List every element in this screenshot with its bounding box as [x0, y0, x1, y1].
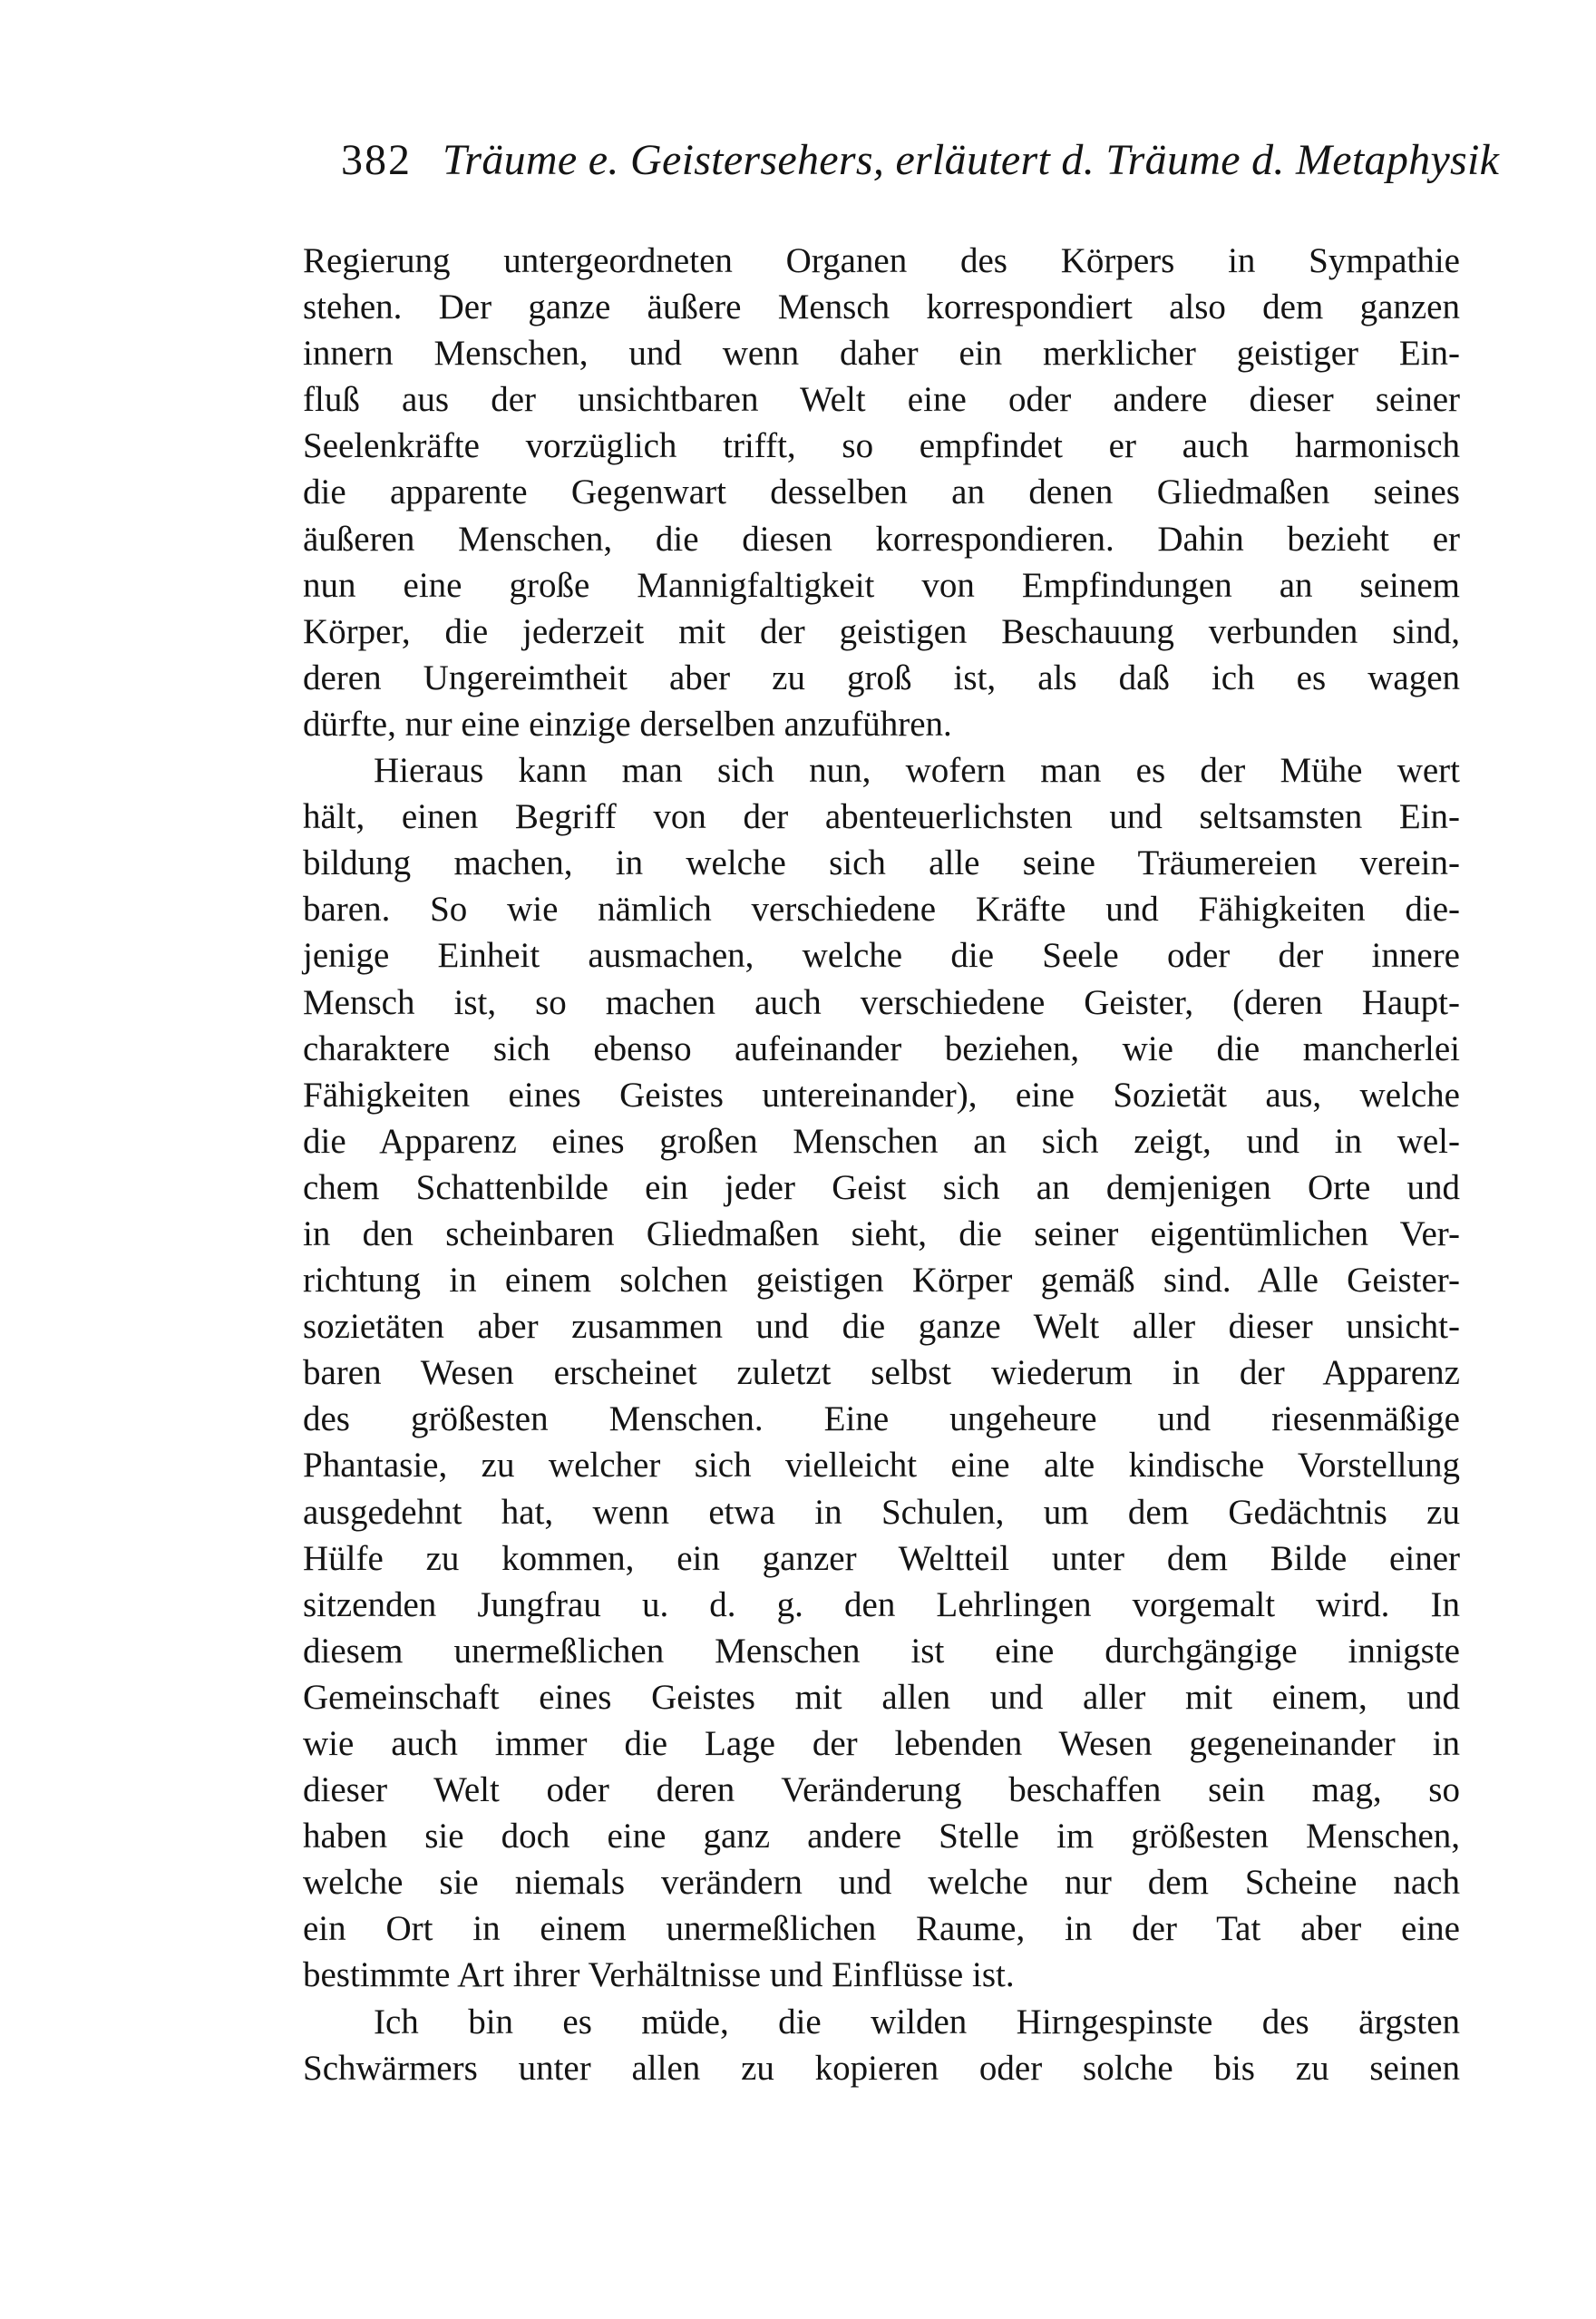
text-line: die apparente Gegenwart desselben an denen Gliedmaßen seines	[303, 473, 1460, 512]
text-line: sozietäten aber zusammen und die ganze Welt aller dieser unsicht-	[303, 1307, 1460, 1347]
text-line: charaktere sich ebenso aufeinander beziehen, wie die mancherlei	[303, 1028, 1460, 1068]
text-line: hält, einen Begriff von der abenteuerlichsten und seltsamsten Ein-	[303, 797, 1460, 837]
text-line: diesem unermeßlichen Menschen ist eine durchgängige innigste	[303, 1631, 1460, 1671]
text-line: bestimmte Art ihrer Verhältnisse und Einflüsse ist.	[303, 1955, 1015, 1995]
text-line: haben sie doch eine ganz andere Stelle im größesten Menschen,	[303, 1817, 1460, 1856]
paragraph	[303, 1999, 1460, 2091]
text-line: Ich bin es müde, die wilden Hirngespinste des ärgsten	[374, 2002, 1460, 2041]
text-line: Fähigkeiten eines Geistes untereinander), eine Sozietät aus, welche	[303, 1075, 1460, 1115]
text-line: Phantasie, zu welcher sich vielleicht eine alte kindische Vorstellung	[303, 1446, 1460, 1486]
text-line: nun eine große Mannigfaltigkeit von Empfindungen an seinem	[303, 565, 1460, 605]
text-line: deren Ungereimtheit aber zu groß ist, als daß ich es wagen	[303, 658, 1460, 697]
text-line: Hülfe zu kommen, ein ganzer Weltteil unter dem Bilde einer	[303, 1538, 1460, 1578]
paragraph	[303, 747, 1460, 1999]
text-line: wie auch immer die Lage der lebenden Wesen gegeneinander in	[303, 1724, 1460, 1763]
text-line: Hieraus kann man sich nun, wofern man es der Mühe wert	[374, 751, 1460, 791]
running-header	[341, 129, 1500, 192]
text-line: stehen. Der ganze äußere Mensch korrespondiert also dem ganzen	[303, 287, 1460, 327]
text-line: baren Wesen erscheinet zuletzt selbst wiederum in der Apparenz	[303, 1353, 1460, 1393]
text-line: die Apparenz eines großen Menschen an sich zeigt, und in wel-	[303, 1121, 1460, 1161]
text-line: sitzenden Jungfrau u. d. g. den Lehrlingen vorgemalt wird. In	[303, 1584, 1460, 1624]
text-line: ausgedehnt hat, wenn etwa in Schulen, um dem Gedächtnis zu	[303, 1492, 1460, 1532]
text-line: baren. So wie nämlich verschiedene Kräfte und Fähigkeiten die-	[303, 890, 1460, 930]
text-line: chem Schattenbilde ein jeder Geist sich an demjenigen Orte und	[303, 1167, 1460, 1207]
page-number: 382	[341, 136, 412, 184]
text-line: innern Menschen, und wenn daher ein merklicher geistiger Ein-	[303, 334, 1460, 374]
text-line: in den scheinbaren Gliedmaßen sieht, die seiner eigentümlichen Ver-	[303, 1213, 1460, 1253]
text-line: des größesten Menschen. Eine ungeheure und riesenmäßige	[303, 1399, 1460, 1439]
text-line: jenige Einheit ausmachen, welche die Seele oder der innere	[303, 936, 1460, 976]
text-line: Seelenkräfte vorzüglich trifft, so empfindet er auch harmonisch	[303, 426, 1460, 466]
text-line: Gemeinschaft eines Geistes mit allen und aller mit einem, und	[303, 1677, 1460, 1717]
text-line: fluß aus der unsichtbaren Welt eine oder andere dieser seiner	[303, 380, 1460, 420]
running-title: Träume e. Geistersehers, erläutert d. Träume d. Metaphysik	[443, 136, 1500, 184]
text-line: Regierung untergeordneten Organen des Körpers in Sympathie	[303, 241, 1460, 280]
text-line: bildung machen, in welche sich alle seine Träumereien verein-	[303, 843, 1460, 883]
text-line: Mensch ist, so machen auch verschiedene Geister, (deren Haupt-	[303, 982, 1460, 1022]
text-line: Schwärmers unter allen zu kopieren oder solche bis zu seinen	[303, 2048, 1460, 2088]
text-line: Körper, die jederzeit mit der geistigen Beschauung verbunden sind,	[303, 611, 1460, 651]
text-line: richtung in einem solchen geistigen Körper gemäß sind. Alle Geister-	[303, 1261, 1460, 1301]
text-line: ein Ort in einem unermeßlichen Raume, in der Tat aber eine	[303, 1909, 1460, 1949]
text-line: dieser Welt oder deren Veränderung beschaffen sein mag, so	[303, 1770, 1460, 1810]
paragraph	[303, 238, 1460, 747]
text-line: welche sie niemals verändern und welche nur dem Scheine nach	[303, 1863, 1460, 1903]
text-line: äußeren Menschen, die diesen korrespondieren. Dahin bezieht er	[303, 519, 1460, 559]
body-text	[303, 238, 1460, 2091]
text-line: dürfte, nur eine einzige derselben anzuführen.	[303, 704, 952, 744]
